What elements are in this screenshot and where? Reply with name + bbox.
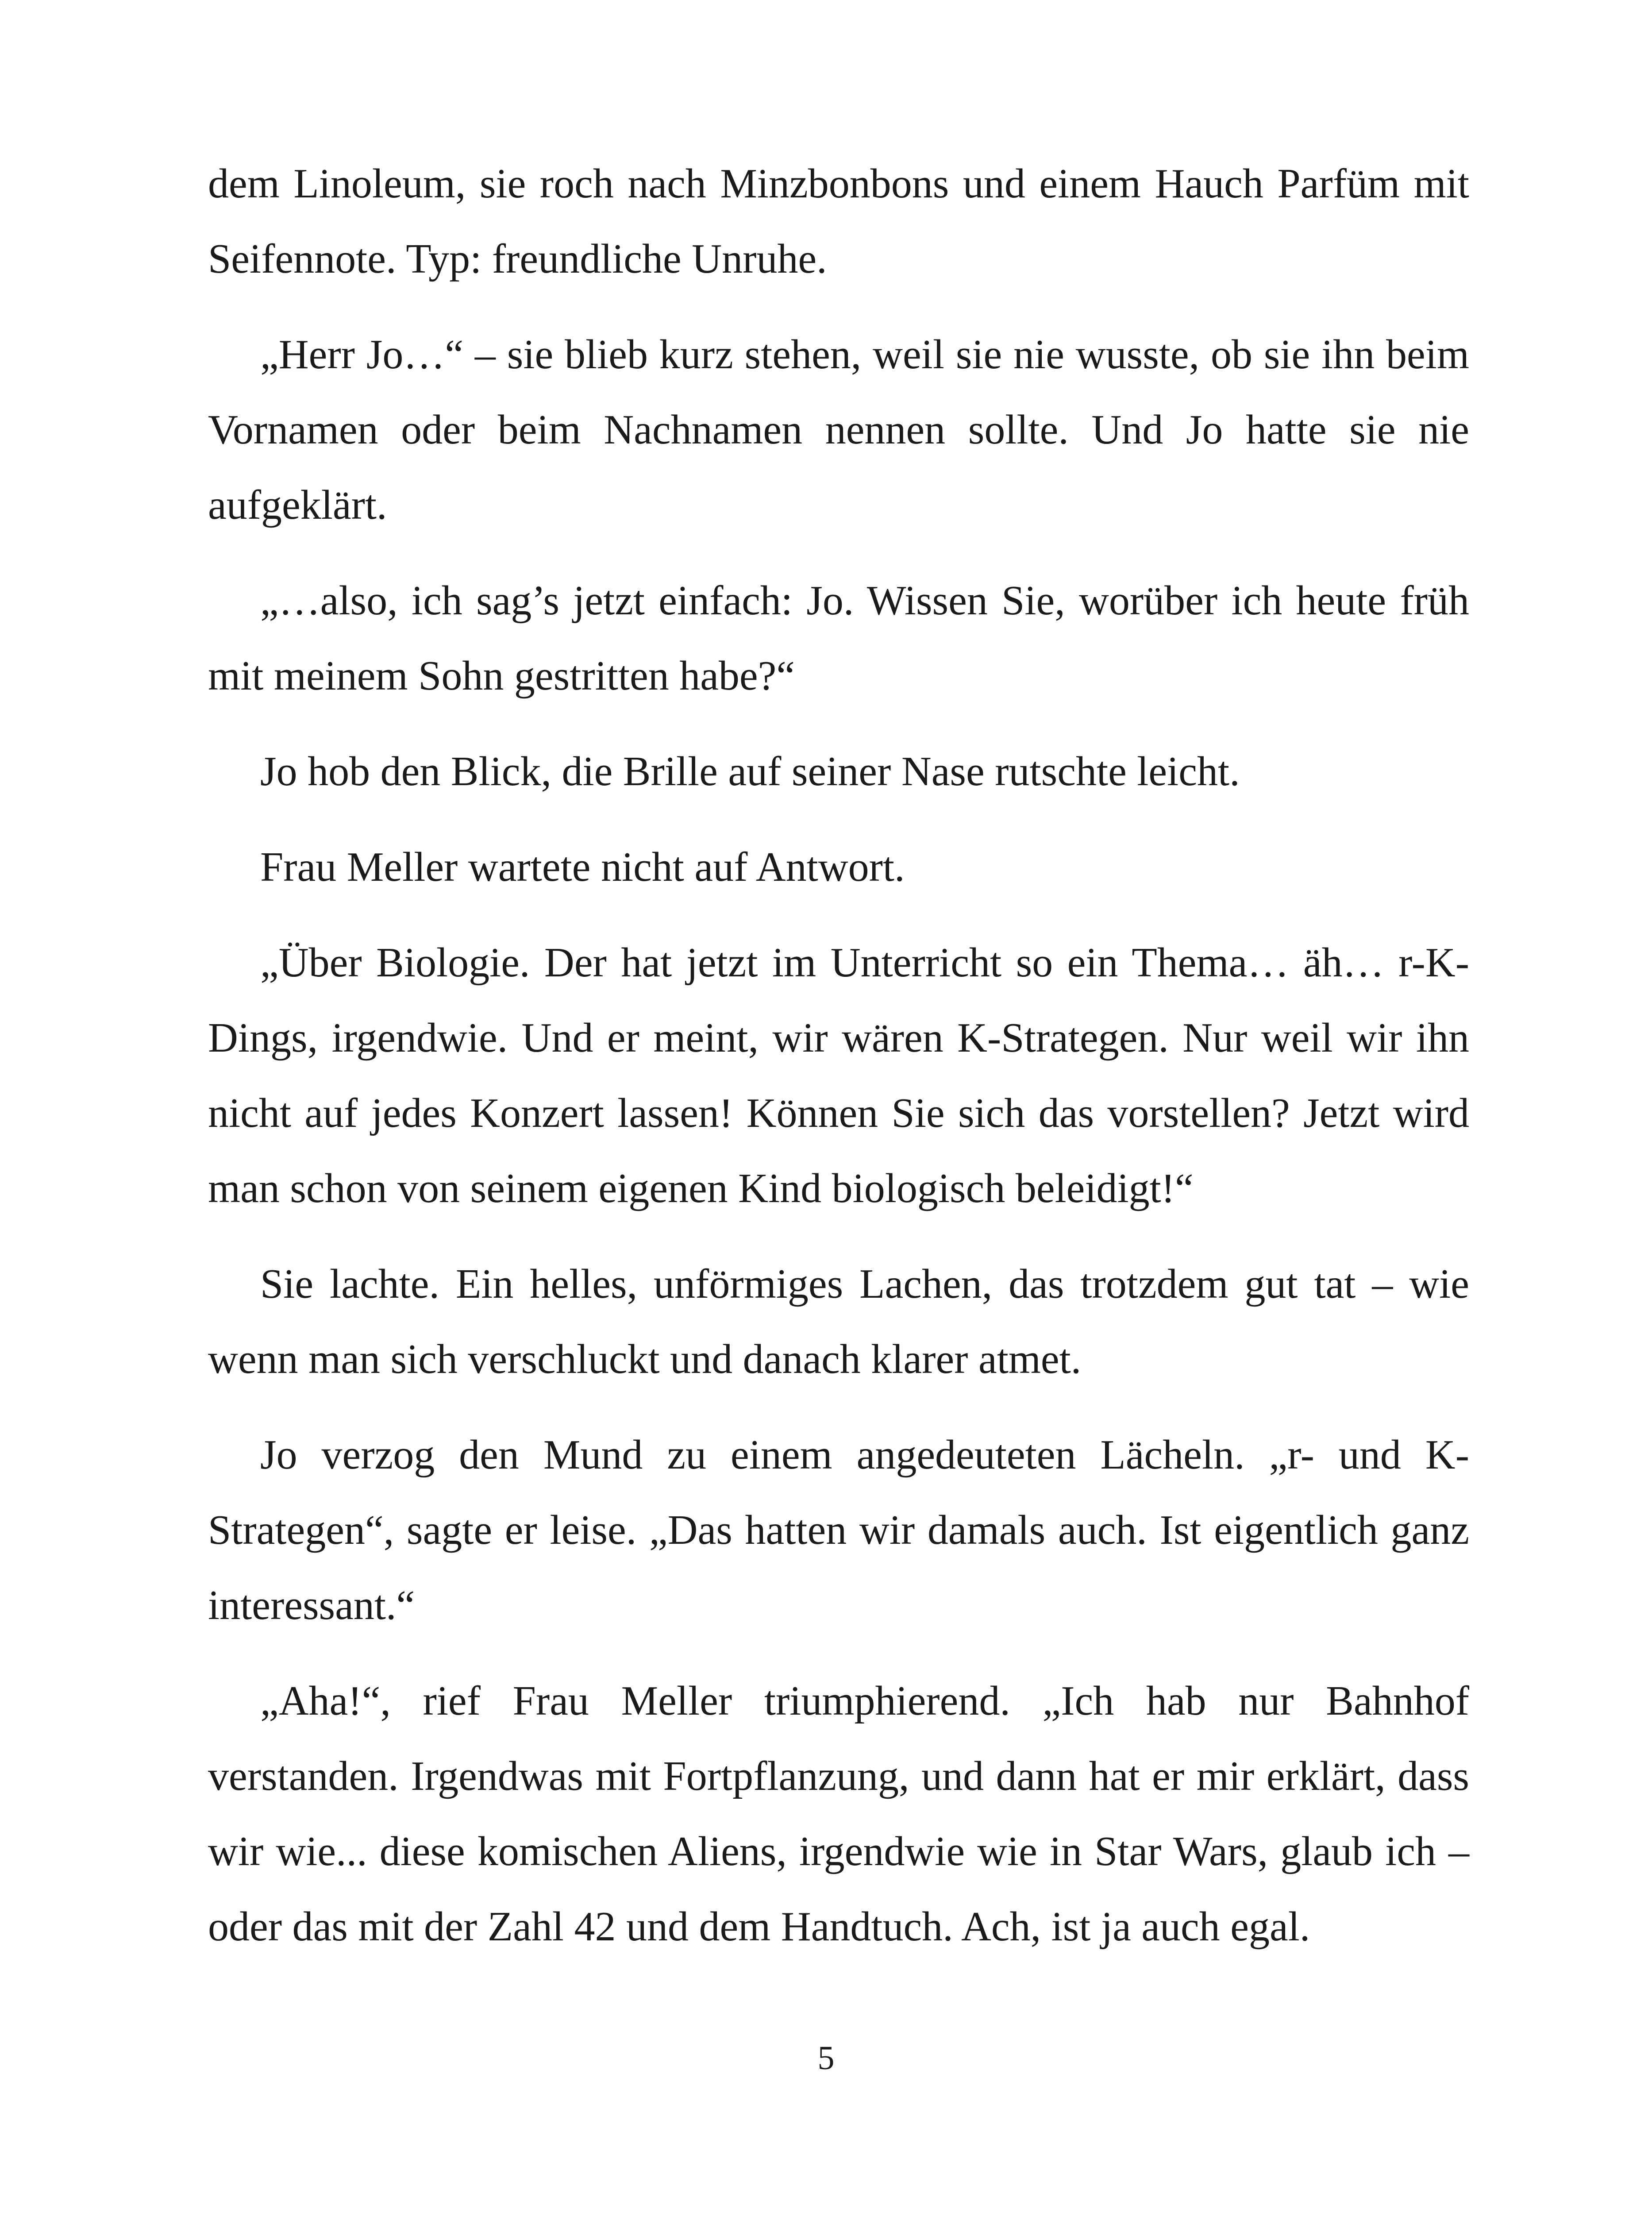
paragraph-2: „Herr Jo…“ – sie blieb kurz stehen, weil sie nie wusste, ob sie ihn beim Vornamen oder beim Nachnamen nennen sollte. Und Jo hatte sie nie aufgeklärt.: [208, 332, 1469, 528]
paragraph-1: dem Linoleum, sie roch nach Minzbonbons und einem Hauch Parfüm mit Seifennote. Typ: freundliche Unruhe.: [208, 161, 1469, 282]
paragraph-8: Jo verzog den Mund zu einem angedeuteten Lächeln. „r- und K-Strategen“, sagte er leise. „Das hatten wir damals auch. Ist eigentlich ganz interessant.“: [208, 1432, 1469, 1628]
paragraph-9: „Aha!“, rief Frau Meller triumphierend. „Ich hab nur Bahnhof verstanden. Irgendwas mit Fortpflanzung, und dann hat er mir erklärt, dass wir wie... diese komischen Aliens, irgendwie wie in Star Wars, glaub ich – oder das mit der Zahl 42 und dem Handtuch. Ach, ist ja auch egal.: [208, 1678, 1469, 1950]
paragraph-6: „Über Biologie. Der hat jetzt im Unterricht so ein Thema… äh… r-K-Dings, irgendwie. Und er meint, wir wären K-Strategen. Nur weil wir ihn nicht auf jedes Konzert lassen! Können Sie sich das vorstellen? Jetzt wird man schon von seinem eigenen Kind biologisch beleidigt!“: [208, 940, 1469, 1211]
page-number: 5: [817, 2040, 835, 2077]
paragraph-3: „…also, ich sag’s jetzt einfach: Jo. Wissen Sie, worüber ich heute früh mit meinem Sohn gestritten habe?“: [208, 578, 1469, 699]
paragraph-4: Jo hob den Blick, die Brille auf seiner Nase rutschte leicht.: [260, 748, 1240, 794]
page-body: [208, 146, 1469, 1985]
paragraph-7: Sie lachte. Ein helles, unförmiges Lachen, das trotzdem gut tat – wie wenn man sich verschluckt und danach klarer atmet.: [208, 1261, 1469, 1382]
paragraph-5: Frau Meller wartete nicht auf Antwort.: [260, 844, 905, 890]
